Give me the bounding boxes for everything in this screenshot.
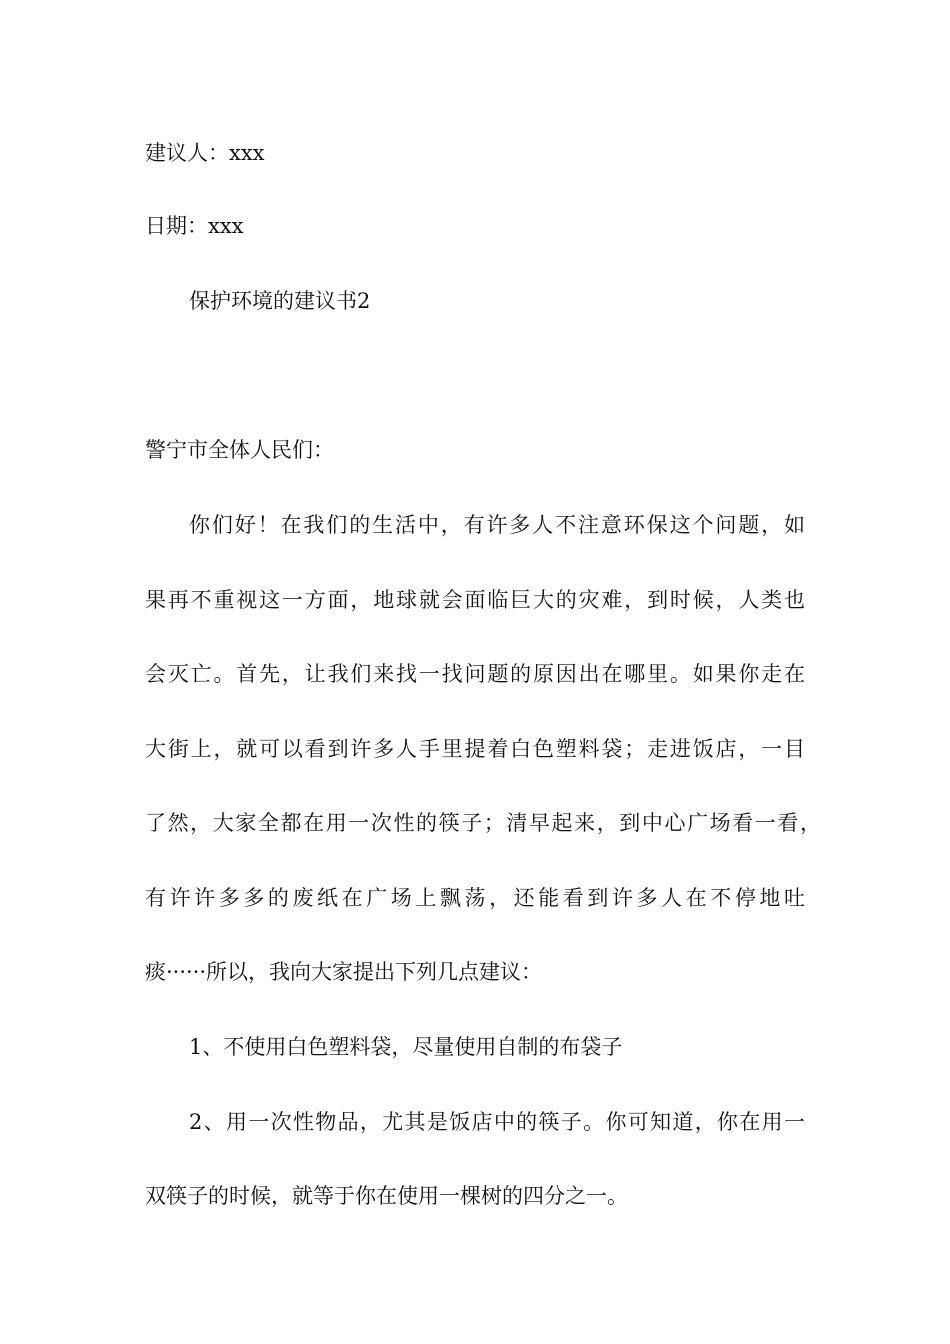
- suggestion-1: 1、不使用白色塑料袋，尽量使用自制的布袋子: [189, 1035, 623, 1059]
- salutation: 警宁市全体人民们：: [145, 438, 334, 462]
- suggestion-2-line: 2、用一次性物品，尤其是饭店中的筷子。你可知道，你在用一: [189, 1110, 805, 1134]
- body-line: 有许许多多的废纸在广场上飘荡，还能看到许多人在不停地吐: [145, 886, 805, 910]
- body-line: 你们好！在我们的生活中，有许多人不注意环保这个问题，如: [189, 513, 805, 537]
- suggestion-2-line: 双筷子的时候，就等于你在使用一棵树的四分之一。: [145, 1184, 628, 1208]
- date-line: 日期：xxx: [145, 214, 244, 238]
- body-line: 大街上，就可以看到许多人手里提着白色塑料袋；走进饭店，一目: [145, 737, 805, 761]
- document-title: 保护环境的建议书2: [189, 289, 371, 313]
- proposer-line: 建议人：xxx: [145, 141, 265, 165]
- body-line: 会灭亡。首先，让我们来找一找问题的原因出在哪里。如果你走在: [145, 662, 805, 686]
- body-line: 了然，大家全都在用一次性的筷子；清早起来，到中心广场看一看，: [145, 811, 821, 835]
- body-line: 果再不重视这一方面，地球就会面临巨大的灾难，到时候，人类也: [145, 588, 805, 612]
- body-line: 痰······所以，我向大家提出下列几点建议：: [145, 960, 543, 984]
